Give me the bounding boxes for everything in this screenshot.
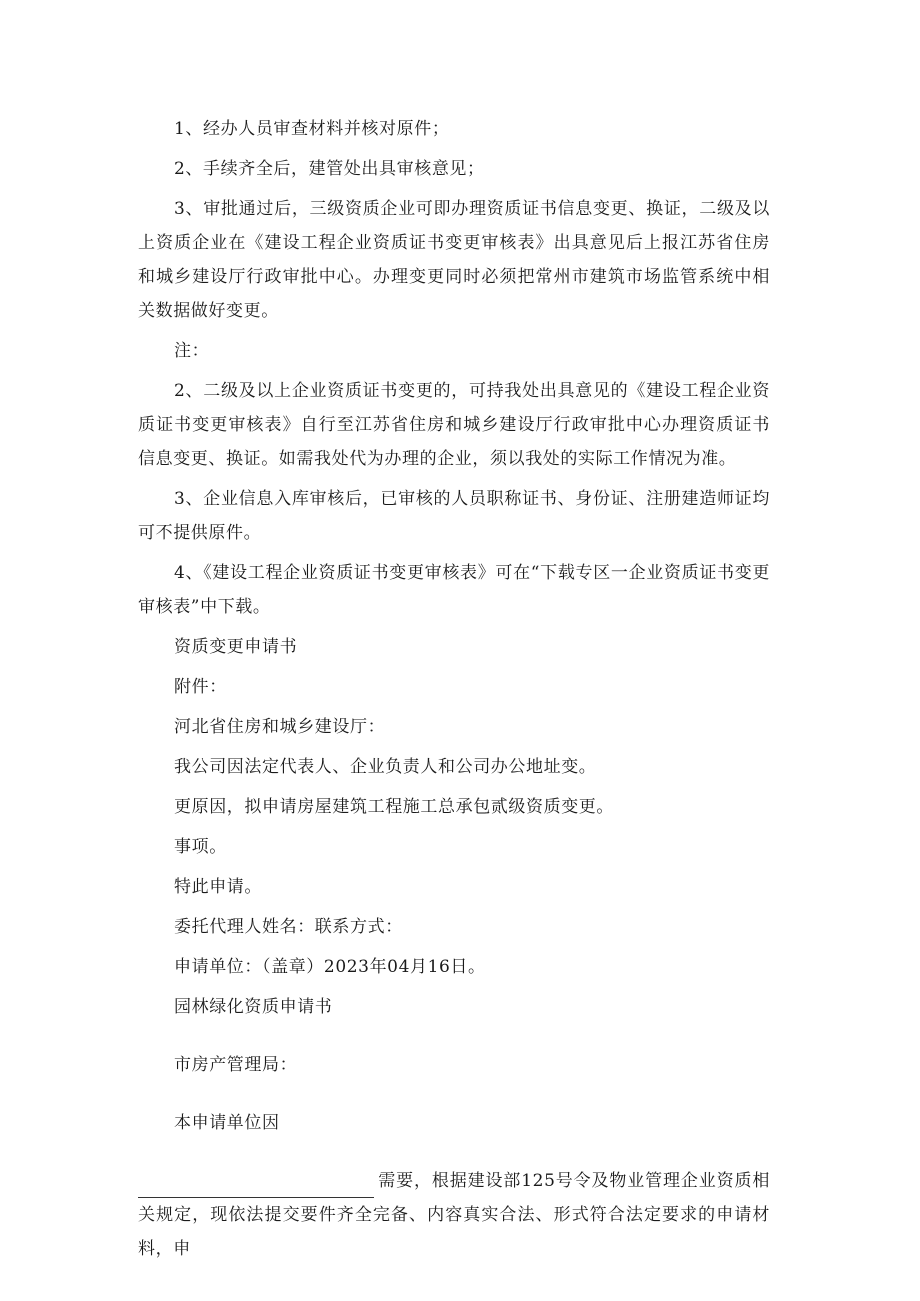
step-3: 3、审批通过后，三级资质企业可即办理资质证书信息变更、换证，二级及以上资质企业在《建设工程企业资质证书变更审核表》出具意见后上报江苏省住房和城乡建设厅行政审批中心。办理变更同时必须把常州市建筑市场监管系统中相关数据做好变更。 <box>138 199 770 321</box>
spacer <box>138 1030 770 1048</box>
note-heading: 注： <box>174 341 210 361</box>
agent-contact-line: 委托代理人姓名：联系方式： <box>174 917 403 937</box>
note-3: 3、企业信息入库审核后，已审核的人员职称证书、身份证、注册建造师证均可不提供原件。 <box>138 489 770 543</box>
regulation-text: 需要，根据建设部125号令及物业管理企业资质相关规定，现依法提交要件齐全完备、内容真实合法、形式符合法定要求的申请材料，申 <box>138 1171 770 1259</box>
section-title-qualification-change: 资质变更申请书 <box>174 637 298 657</box>
spacer <box>138 1088 770 1106</box>
attachment-label: 附件： <box>174 677 227 697</box>
document-page <box>138 112 770 1272</box>
matter-line: 事项。 <box>174 837 227 857</box>
closing-line: 特此申请。 <box>174 877 262 897</box>
change-reason-line-2: 更原因，拟申请房屋建筑工程施工总承包贰级资质变更。 <box>174 797 614 817</box>
note-2: 2、二级及以上企业资质证书变更的，可持我处出具意见的《建设工程企业资质证书变更审核表》自行至江苏省住房和城乡建设厅行政审批中心办理资质证书信息变更、换证。如需我处代为办理的企业，须以我处的实际工作情况为准。 <box>138 381 770 469</box>
step-2: 2、手续齐全后，建管处出具审核意见； <box>174 159 485 179</box>
fill-in-blank <box>138 1177 374 1198</box>
change-reason-line-1: 我公司因法定代表人、企业负责人和公司办公地址变。 <box>174 757 597 777</box>
regulation-paragraph <box>138 1164 770 1266</box>
section-title-landscaping: 园林绿化资质申请书 <box>174 997 333 1017</box>
addressee: 河北省住房和城乡建设厅： <box>174 717 386 737</box>
applicant-reason-intro: 本申请单位因 <box>174 1113 280 1133</box>
addressee-housing-bureau: 市房产管理局： <box>174 1055 298 1075</box>
applicant-seal-date: 申请单位：（盖章）2023年04月16日。 <box>174 957 486 977</box>
step-1: 1、经办人员审查材料并核对原件； <box>174 119 450 139</box>
note-4: 4、《建设工程企业资质证书变更审核表》可在“下载专区一企业资质证书变更审核表”中下载。 <box>138 563 770 617</box>
spacer <box>138 1146 770 1164</box>
